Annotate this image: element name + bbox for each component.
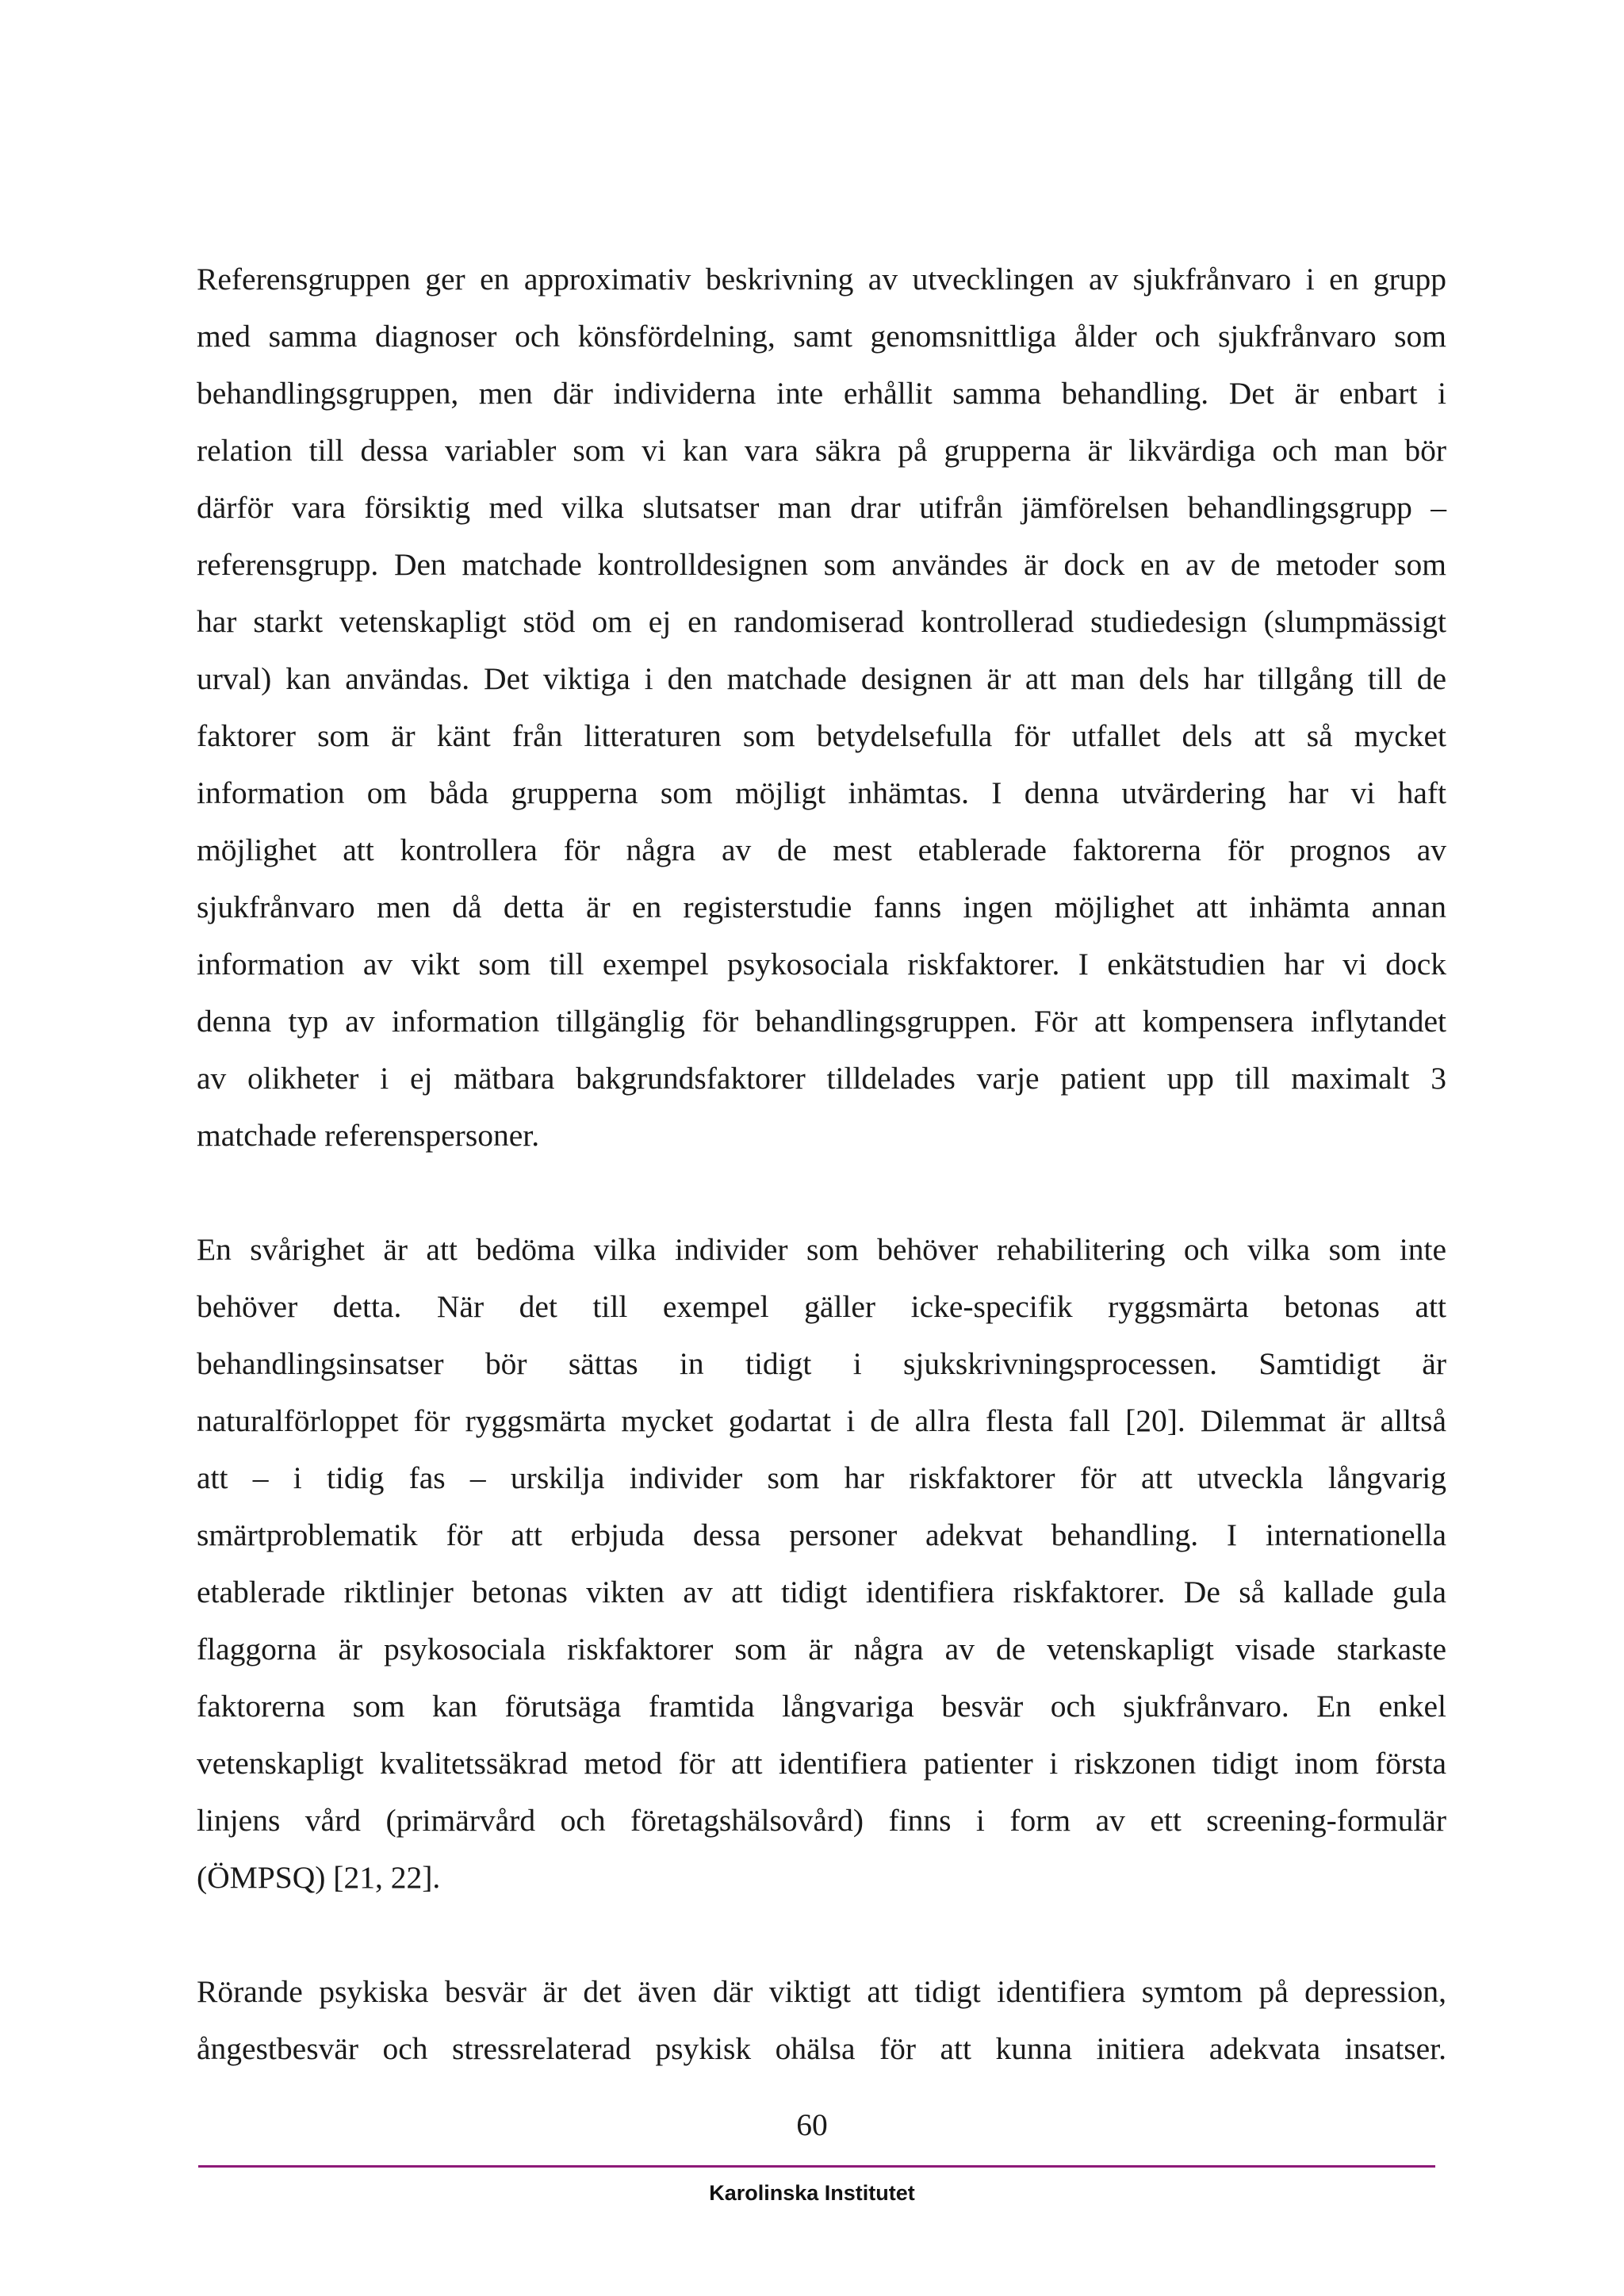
body-text xyxy=(197,251,1446,2077)
text-line: därför vara försiktig med vilka slutsatser man drar utifrån jämförelsen behandlingsgrupp – xyxy=(197,490,1446,525)
text-line: sjukfrånvaro men då detta är en registerstudie fanns ingen möjlighet att inhämta annan xyxy=(197,890,1446,924)
text-line: relation till dessa variabler som vi kan vara säkra på grupperna är likvärdiga och man bör xyxy=(197,433,1446,468)
text-line: (ÖMPSQ) [21, 22]. xyxy=(197,1860,441,1895)
text-line: behöver detta. När det till exempel gäller icke-specifik ryggsmärta betonas att xyxy=(197,1289,1446,1324)
text-line: referensgrupp. Den matchade kontrolldesignen som användes är dock en av de metoder som xyxy=(197,547,1446,582)
text-line: med samma diagnoser och könsfördelning, samt genomsnittliga ålder och sjukfrånvaro som xyxy=(197,319,1446,354)
text-line: faktorerna som kan förutsäga framtida långvariga besvär och sjukfrånvaro. En enkel xyxy=(197,1689,1446,1724)
text-line: flaggorna är psykosociala riskfaktorer som är några av de vetenskapligt visade starkaste xyxy=(197,1632,1446,1667)
text-line: En svårighet är att bedöma vilka individer som behöver rehabilitering och vilka som inte xyxy=(197,1232,1446,1267)
text-line: urval) kan användas. Det viktiga i den matchade designen är att man dels har tillgång till de xyxy=(197,661,1446,696)
footer-institution-name: Karolinska Institutet xyxy=(709,2181,915,2205)
paragraph-reference-group xyxy=(197,251,1446,1164)
footer-divider xyxy=(198,2165,1435,2168)
text-line: vetenskapligt kvalitetssäkrad metod för att identifiera patienter i riskzonen tidigt inom första xyxy=(197,1746,1446,1781)
text-line: information om båda grupperna som möjligt inhämtas. I denna utvärdering har vi haft xyxy=(197,775,1446,810)
paragraph-risk-identification xyxy=(197,1221,1446,1906)
text-line: har starkt vetenskapligt stöd om ej en randomiserad kontrollerad studiedesign (slumpmässigt xyxy=(197,604,1446,639)
text-line: etablerade riktlinjer betonas vikten av att tidigt identifiera riskfaktorer. De så kallade gula xyxy=(197,1575,1446,1609)
text-line: denna typ av information tillgänglig för behandlingsgruppen. För att kompensera inflytandet xyxy=(197,1004,1446,1039)
text-line: ångestbesvär och stressrelaterad psykisk ohälsa för att kunna initiera adekvata insatser. xyxy=(197,2031,1446,2066)
text-line: information av vikt som till exempel psykosociala riskfaktorer. I enkätstudien har vi dock xyxy=(197,947,1446,982)
text-line: Referensgruppen ger en approximativ beskrivning av utvecklingen av sjukfrånvaro i en grupp xyxy=(197,262,1446,297)
text-line: av olikheter i ej mätbara bakgrundsfaktorer tilldelades varje patient upp till maximalt 3 xyxy=(197,1061,1446,1096)
text-line: behandlingsgruppen, men där individerna inte erhållit samma behandling. Det är enbart i xyxy=(197,376,1446,411)
text-line: faktorer som är känt från litteraturen som betydelsefulla för utfallet dels att så mycket xyxy=(197,718,1446,753)
text-line: matchade referenspersoner. xyxy=(197,1118,540,1153)
text-line: att – i tidig fas – urskilja individer som har riskfaktorer för att utveckla långvarig xyxy=(197,1460,1446,1495)
text-line: smärtproblematik för att erbjuda dessa personer adekvat behandling. I internationella xyxy=(197,1517,1446,1552)
page-number: 60 xyxy=(796,2107,828,2142)
text-line: naturalförloppet för ryggsmärta mycket godartat i de allra flesta fall [20]. Dilemmat är alltså xyxy=(197,1403,1446,1438)
text-line: Rörande psykiska besvär är det även där viktigt att tidigt identifiera symtom på depression, xyxy=(197,1974,1446,2009)
text-line: behandlingsinsatser bör sättas in tidigt i sjukskrivningsprocessen. Samtidigt är xyxy=(197,1346,1446,1381)
text-line: linjens vård (primärvård och företagshälsovård) finns i form av ett screening-formulär xyxy=(197,1803,1446,1838)
paragraph-psychological-symptoms xyxy=(197,1963,1446,2077)
text-line: möjlighet att kontrollera för några av de mest etablerade faktorerna för prognos av xyxy=(197,832,1446,867)
